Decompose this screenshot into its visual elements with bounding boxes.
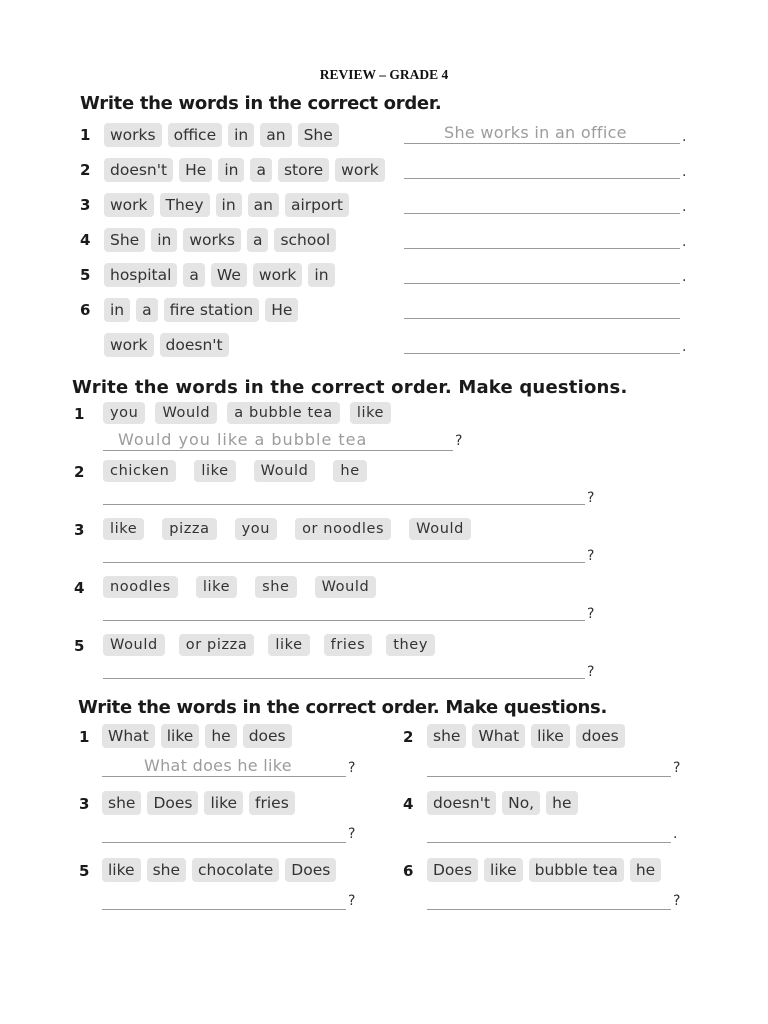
word-tile: does xyxy=(243,724,292,748)
word-tile: in xyxy=(308,263,334,287)
word-tile: Would xyxy=(103,634,165,656)
s2-item-number: 5 xyxy=(74,637,85,655)
end-punctuation: ? xyxy=(673,760,681,776)
section2-heading: Write the words in the correct order. Make questions. xyxy=(72,377,628,398)
s2-item-number: 1 xyxy=(74,405,85,423)
word-tile: We xyxy=(211,263,247,287)
word-tile: an xyxy=(248,193,279,217)
end-punctuation: . xyxy=(682,339,687,355)
word-tile: fire station xyxy=(164,298,260,322)
s2-item1-example-answer: Would you like a bubble tea xyxy=(118,430,368,449)
word-tile: in xyxy=(104,298,130,322)
word-tile: store xyxy=(278,158,329,182)
s1-item4-answer-line[interactable] xyxy=(404,228,680,249)
word-tile: a xyxy=(136,298,158,322)
end-punctuation: ? xyxy=(348,826,356,842)
s2-item5-word-tiles xyxy=(103,634,435,656)
word-tile: What xyxy=(472,724,525,748)
s3-item1-word-tiles xyxy=(102,724,292,748)
s1-item-number: 4 xyxy=(80,231,91,249)
word-tile: a xyxy=(250,158,272,182)
s3-item2-word-tiles xyxy=(427,724,625,748)
word-tile: he xyxy=(630,858,661,882)
end-punctuation: ? xyxy=(587,548,595,564)
s3-item6-word-tiles xyxy=(427,858,661,882)
word-tile: hospital xyxy=(104,263,177,287)
word-tile: in xyxy=(216,193,242,217)
s2-item2-word-tiles xyxy=(103,460,367,482)
word-tile: What xyxy=(102,724,155,748)
s3-item-number: 5 xyxy=(79,862,90,880)
end-punctuation: ? xyxy=(348,893,356,909)
word-tile: a xyxy=(183,263,205,287)
end-punctuation: ? xyxy=(455,433,463,449)
end-punctuation: ? xyxy=(587,490,595,506)
s1-item3-word-tiles xyxy=(104,193,349,217)
s1-item-number: 5 xyxy=(80,266,91,284)
word-tile: work xyxy=(253,263,303,287)
word-tile: like xyxy=(204,791,243,815)
word-tile: work xyxy=(335,158,385,182)
word-tile: like xyxy=(196,576,237,598)
s2-item2-answer-line[interactable] xyxy=(103,484,585,505)
word-tile: airport xyxy=(285,193,349,217)
word-tile: Does xyxy=(427,858,478,882)
s1-item6-word-tiles-row2 xyxy=(104,333,229,357)
end-punctuation: . xyxy=(682,164,687,180)
end-punctuation: ? xyxy=(673,893,681,909)
word-tile: a xyxy=(247,228,269,252)
word-tile: he xyxy=(546,791,577,815)
section1-heading: Write the words in the correct order. xyxy=(80,93,442,114)
s1-item6-word-tiles xyxy=(104,298,298,322)
s1-item5-word-tiles xyxy=(104,263,335,287)
s1-item6-answer-line-1[interactable] xyxy=(404,298,680,319)
s1-item-number: 1 xyxy=(80,126,91,144)
end-punctuation: ? xyxy=(587,606,595,622)
word-tile: She xyxy=(104,228,145,252)
word-tile: No, xyxy=(502,791,540,815)
s2-item-number: 3 xyxy=(74,521,85,539)
word-tile: does xyxy=(576,724,625,748)
s2-item5-answer-line[interactable] xyxy=(103,658,585,679)
s3-item5-answer-line[interactable] xyxy=(102,889,346,910)
word-tile: Would xyxy=(315,576,377,598)
word-tile: she xyxy=(147,858,186,882)
word-tile: fries xyxy=(324,634,373,656)
s3-item-number: 6 xyxy=(403,862,414,880)
s3-item-number: 1 xyxy=(79,728,90,746)
word-tile: school xyxy=(274,228,336,252)
word-tile: fries xyxy=(249,791,295,815)
word-tile: like xyxy=(484,858,523,882)
end-punctuation: . xyxy=(682,129,687,145)
word-tile: she xyxy=(255,576,296,598)
word-tile: in xyxy=(218,158,244,182)
word-tile: or noodles xyxy=(295,518,391,540)
word-tile: they xyxy=(386,634,435,656)
word-tile: you xyxy=(103,402,145,424)
s1-item5-answer-line[interactable] xyxy=(404,263,680,284)
s1-item1-word-tiles xyxy=(104,123,339,147)
word-tile: She xyxy=(298,123,339,147)
s3-item-number: 4 xyxy=(403,795,414,813)
word-tile: she xyxy=(102,791,141,815)
word-tile: like xyxy=(531,724,570,748)
word-tile: works xyxy=(183,228,241,252)
word-tile: He xyxy=(179,158,212,182)
word-tile: Would xyxy=(254,460,316,482)
end-punctuation: . xyxy=(682,234,687,250)
word-tile: she xyxy=(427,724,466,748)
word-tile: work xyxy=(104,333,154,357)
s3-item6-answer-line[interactable] xyxy=(427,889,671,910)
s3-item4-answer-line[interactable] xyxy=(427,822,671,843)
s3-item-number: 3 xyxy=(79,795,90,813)
s2-item4-answer-line[interactable] xyxy=(103,600,585,621)
word-tile: He xyxy=(265,298,298,322)
s3-item4-word-tiles xyxy=(427,791,578,815)
s2-item-number: 4 xyxy=(74,579,85,597)
page-title: REVIEW – GRADE 4 xyxy=(319,67,449,82)
s1-item2-answer-line[interactable] xyxy=(404,158,680,179)
word-tile: Would xyxy=(409,518,471,540)
word-tile: pizza xyxy=(162,518,216,540)
word-tile: he xyxy=(333,460,366,482)
word-tile: or pizza xyxy=(179,634,255,656)
s1-item-number: 3 xyxy=(80,196,91,214)
s1-item6-answer-line-2[interactable] xyxy=(404,333,680,354)
word-tile: chocolate xyxy=(192,858,279,882)
s1-item3-answer-line[interactable] xyxy=(404,193,680,214)
word-tile: like xyxy=(350,402,391,424)
word-tile: work xyxy=(104,193,154,217)
end-punctuation: ? xyxy=(587,664,595,680)
end-punctuation: . xyxy=(682,199,687,215)
word-tile: like xyxy=(268,634,309,656)
s2-item4-word-tiles xyxy=(103,576,376,598)
s1-item2-word-tiles xyxy=(104,158,385,182)
word-tile: he xyxy=(205,724,236,748)
word-tile: works xyxy=(104,123,162,147)
word-tile: like xyxy=(102,858,141,882)
s1-item-number: 6 xyxy=(80,301,91,319)
s1-item-number: 2 xyxy=(80,161,91,179)
s2-item-number: 2 xyxy=(74,463,85,481)
word-tile: in xyxy=(228,123,254,147)
word-tile: like xyxy=(194,460,235,482)
s3-item2-answer-line[interactable] xyxy=(427,756,671,777)
word-tile: a bubble tea xyxy=(227,402,340,424)
word-tile: like xyxy=(103,518,144,540)
word-tile: Does xyxy=(147,791,198,815)
word-tile: Would xyxy=(155,402,217,424)
word-tile: noodles xyxy=(103,576,178,598)
word-tile: in xyxy=(151,228,177,252)
s3-item3-word-tiles xyxy=(102,791,295,815)
word-tile: office xyxy=(168,123,223,147)
word-tile: you xyxy=(235,518,277,540)
s3-item3-answer-line[interactable] xyxy=(102,822,346,843)
word-tile: doesn't xyxy=(160,333,229,357)
word-tile: chicken xyxy=(103,460,176,482)
section3-heading: Write the words in the correct order. Make questions. xyxy=(78,697,607,718)
s1-item1-example-answer: She works in an office xyxy=(444,123,627,142)
s3-item5-word-tiles xyxy=(102,858,336,882)
end-punctuation: . xyxy=(682,269,687,285)
s2-item3-word-tiles xyxy=(103,518,471,540)
s2-item3-answer-line[interactable] xyxy=(103,542,585,563)
word-tile: an xyxy=(260,123,291,147)
end-punctuation: . xyxy=(673,826,678,842)
word-tile: They xyxy=(160,193,210,217)
s3-item1-example-answer: What does he like xyxy=(144,756,292,775)
word-tile: doesn't xyxy=(427,791,496,815)
word-tile: Does xyxy=(285,858,336,882)
s2-item1-word-tiles xyxy=(103,402,391,424)
word-tile: doesn't xyxy=(104,158,173,182)
s1-item4-word-tiles xyxy=(104,228,336,252)
end-punctuation: ? xyxy=(348,760,356,776)
word-tile: like xyxy=(161,724,200,748)
s3-item-number: 2 xyxy=(403,728,414,746)
word-tile: bubble tea xyxy=(529,858,624,882)
